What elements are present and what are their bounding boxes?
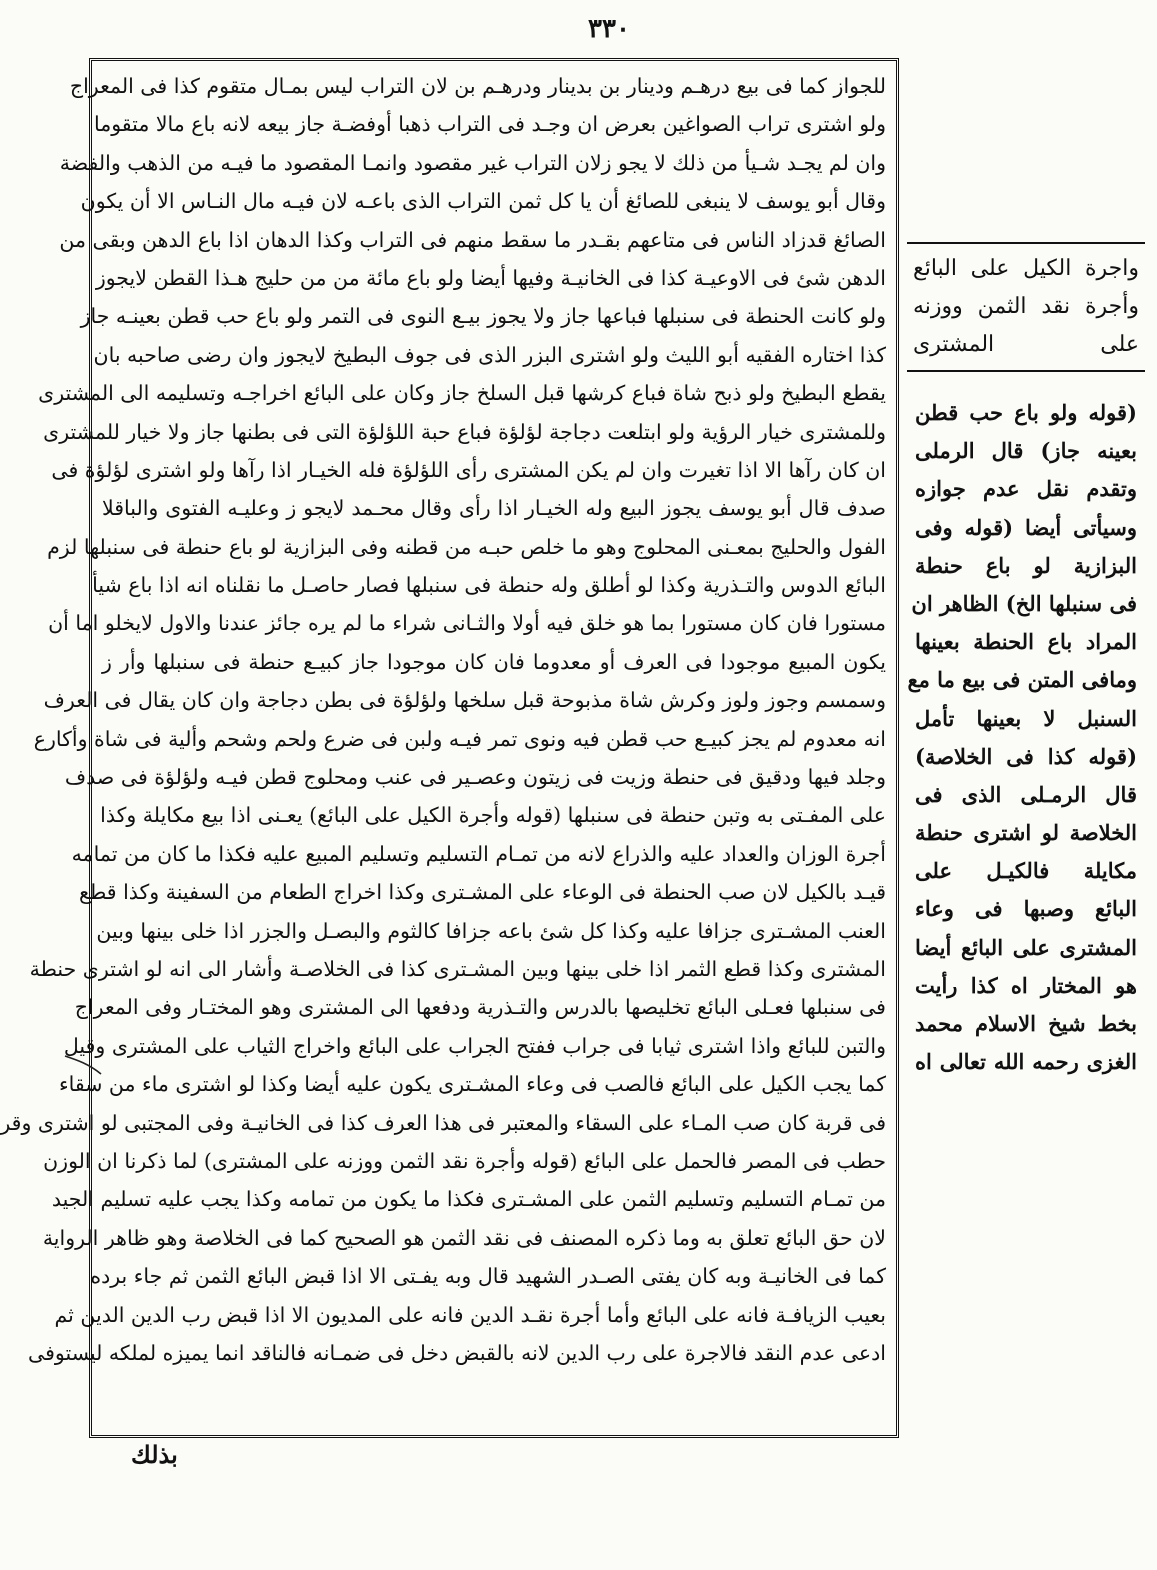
text-line: يكون المبيع موجودا فى العرف أو معدوما فان كان موجودا جاز كبيـع حنطة فى سنبلها وأر ز	[102, 649, 886, 674]
text-line: مستورا فان كان مستورا بما هو خلق فيه أولا والثـانى شراء ما لم يره جائز عندنا والاول لايخلو اما أن	[48, 611, 886, 636]
text-line: على المفـتى به وتبن حنطة فى سنبلها (قوله وأجرة الكيل على البائع) يعـنى اذا بيع مكايلة وكذا	[100, 803, 886, 828]
margin-note-line: بعينه جاز) قال الرملى	[915, 438, 1137, 464]
margin-heading-line: وأجرة نقد الثمن ووزنه	[913, 294, 1139, 319]
margin-note-line: السنبل لا بعينها تأمل	[915, 705, 1137, 731]
margin-note-line: البائع وصبها فى وعاء	[915, 896, 1137, 922]
text-line: لان حق البائع تعلق به وما ذكره المصنف فى نقد الثمن هو الصحيح كما فى الخلاصة وهو ظاهر الرواية	[42, 1225, 886, 1250]
text-line: الفول والحليج بمعـنى المحلوج وهو ما خلص حبـه من قطنه وفى البزازية لو باع حنطة فى سنبلها لزم	[47, 534, 886, 559]
text-line: ادعى عدم النقد فالاجرة على رب الدين لانه بالقبض دخل فى ضمـانه فالناقد انما يميزه لملكه ليستوفى	[28, 1340, 886, 1365]
text-line: بعيب الزيافـة فانه على البائع وأما أجرة نقـد الدين فانه على المديون الا اذا قبض رب الدين الدين ثم	[54, 1302, 886, 1327]
margin-note-line: الخلاصة لو اشترى حنطة	[915, 820, 1137, 846]
text-line: الصائغ قدزاد الناس فى متاعهم بقـدر ما سقط منهم فى التراب وكذا الدهان اذا باع الدهن وبقى من	[59, 227, 886, 252]
text-line: ان كان رآها الا اذا تغيرت وان لم يكن المشترى رأى اللؤلؤة فله الخيـار اذا رآها ولو اشترى لؤلؤة فى	[51, 457, 886, 482]
margin-pen-mark	[63, 1042, 103, 1082]
text-line: ولو كانت الحنطة فى سنبلها فباعها جاز ولا يجوز بيـع النوى فى التمر ولو باع حب قطن بعينـه جاز	[80, 304, 886, 329]
margin-note-line: المشترى على البائع أيضا	[915, 934, 1137, 960]
text-line: وجلد فيها ودقيق فى حنطة وزيت فى زيتون وعصـير فى عنب ومحلوج قطن فيـه ولؤلؤة فى صدف	[64, 765, 886, 790]
text-line: للجواز كما فى بيع درهـم ودينار بن بدينار ودرهـم بن لان التراب ليس بمـال متقوم كذا فى المعراج	[69, 74, 886, 98]
margin-note-line: وتقدم نقل عدم جوازه	[915, 476, 1137, 502]
text-line: وان لم يجـد شـيأ من ذلك لا يجو زلان التراب غير مقصود وانمـا المقصود ما فيـه من الذهب والفضة	[59, 150, 886, 175]
text-line: صدف قال أبو يوسف يجوز البيع وله الخيـار اذا رأى وقال محـمد لايجو ز وعليـه الفتوى والباقلا	[102, 496, 886, 521]
text-line: وللمشترى خيار الرؤية ولو ابتلعت دجاجة لؤلؤة فباع حبة اللؤلؤة التى فى بطنها جاز ولا خيار للمشترى	[43, 419, 886, 444]
margin-note-line: ومافى المتن فى بيع ما مع	[907, 667, 1137, 693]
margin-note-line: فى سنبلها الخ) الظاهر ان	[911, 590, 1137, 616]
text-line: كما يجب الكيل على البائع فالصب فى وعاء المشـترى يكون عليه أيضا وكذا لو اشترى ماء من سقاء	[58, 1072, 886, 1097]
text-line: كما فى الخانيـة وبه كان يفتى الصـدر الشهيد قال وبه يفـتى الا اذا قبض البائع الثمن ثم جاء برده	[90, 1264, 886, 1289]
margin-heading	[907, 242, 1145, 372]
margin-note-line: البزازية لو باع حنطة	[915, 552, 1137, 578]
margin-note-line: (قوله كذا فى الخلاصة)	[915, 743, 1137, 769]
text-line: البائع الدوس والتـذرية وكذا لو أطلق وله حنطة فى سنبلها فصار حاصـل ما نقلناه انه اذا باع شيأ	[92, 573, 886, 598]
text-line: الدهن شئ فى الاوعيـة كذا فى الخانيـة وفيها أيضا ولو باع مائة من من حليج هـذا القطن لايجوز	[95, 265, 886, 290]
margin-note-line: الغزى رحمه الله تعالى اه	[915, 1049, 1137, 1075]
margin-note-line: (قوله ولو باع حب قطن	[915, 400, 1137, 425]
margin-note-line: بخط شيخ الاسلام محمد	[915, 1011, 1137, 1036]
margin-heading-line: على المشترى	[913, 332, 1139, 357]
margin-note-line: مكايلة فالكيـل على	[915, 858, 1137, 884]
page-number: ٣٣٠	[588, 14, 630, 44]
text-line: انه معدوم لم يجز كبيـع حب قطن فيه ونوى تمر فيـه ولبن فى ضرع ولحم وشحم وألية فى شاة وأكارع	[33, 726, 886, 751]
margin-note	[907, 388, 1145, 1087]
margin-note-line: قال الرمـلى الذى فى	[915, 781, 1137, 807]
text-line: من تمـام التسليم وتسليم الثمن على المشـترى فكذا ما يكون من تمامه وكذا يجب عليه تسليم الجيد	[51, 1187, 886, 1212]
catchword: بذلك	[131, 1440, 178, 1469]
text-line: فى قربة كان صب المـاء على السقاء والمعتبر فى هذا العرف كذا فى الخانيـة وفى المجتبى لو اشترى وقر	[0, 1110, 886, 1135]
text-line: حطب فى المصر فالحمل على البائع (قوله وأجرة نقد الثمن ووزنه على المشترى) لما ذكرنا ان الوزن	[43, 1148, 886, 1173]
margin-heading-line: واجرة الكيل على البائع	[913, 256, 1139, 281]
text-line: وسمسم وجوز ولوز وكرش شاة مذبوحة قبل سلخها ولؤلؤة فى بطن دجاجة وان كان يقال فى العرف	[43, 688, 886, 713]
margin-note-line: المراد باع الحنطة بعينها	[915, 629, 1137, 655]
text-line: يقطع البطيخ ولو ذبح شاة فباع كرشها قبل السلخ جاز وكان على البائع اخراجـه وتسليمه الى المشترى	[38, 381, 886, 406]
margin-column	[907, 58, 1145, 1438]
text-line: والتبن للبائع واذا اشترى ثيابا فى جراب ففتح الجراب على البائع واخراج الثياب على المشترى وقيل	[63, 1033, 886, 1058]
text-line: أجرة الوزان والعداد عليه والذراع لانه من تمـام التسليم وتسليم المبيع عليه فكذا ما كان من تمامه	[71, 841, 886, 866]
main-text-frame	[0, 58, 899, 1438]
margin-note-line: وسيأتى أيضا (قوله وفى	[915, 514, 1137, 540]
text-line: العنب المشـترى جزافا عليه وكذا كل شئ باعه جزافا كالثوم والبصـل والجزر اذا خلى بينها وبين	[96, 918, 886, 943]
text-line: ولو اشترى تراب الصواغين بعرض ان وجـد فى التراب ذهبا أوفضـة جاز بيعه لانه باع مالا متقوما	[93, 112, 886, 137]
text-line: المشترى وكذا قطع الثمر اذا خلى بينها وبين المشـترى كذا فى الخلاصـة وأشار الى انه لو اشترى حنطة	[29, 956, 886, 981]
text-line: وقال أبو يوسف لا ينبغى للصائغ أن يا كل ثمن التراب الذى باعـه لان فيـه مال النـاس الا أن يكون	[80, 189, 886, 214]
text-line: فى سنبلها فعـلى البائع تخليصها بالدرس والتـذرية ودفعها الى المشترى وهو المختـار وفى المعراج	[74, 995, 886, 1020]
text-line: قيـد بالكيل لان صب الحنطة فى الوعاء على المشـترى وكذا اخراج الطعام من السفينة وكذا قطع	[79, 880, 886, 905]
text-line: كذا اختاره الفقيه أبو الليث ولو اشترى البزر الذى فى جوف البطيخ لايجوز وان رضى صاحبه بان	[93, 342, 886, 367]
margin-note-line: هو المختار اه كذا رأيت	[915, 972, 1137, 998]
